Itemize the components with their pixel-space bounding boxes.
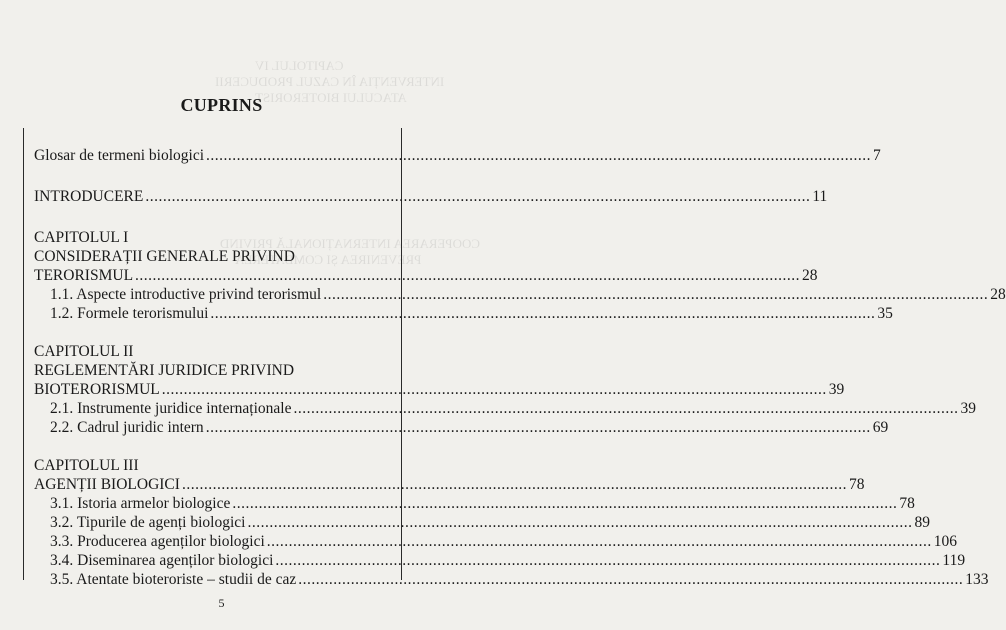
toc-page-number: 69 — [872, 419, 889, 436]
toc-entry-3-1[interactable] — [34, 494, 915, 513]
toc-entry-label: 3.2. Tipurile de agenți biologici — [50, 514, 246, 531]
toc-entry-label: BIOTERORISMUL — [34, 381, 160, 398]
toc-entry-label: 3.4. Diseminarea agenților biologici — [50, 552, 274, 569]
toc-page-number: 133 — [965, 571, 989, 588]
toc-page-number: 78 — [848, 476, 865, 493]
dot-leader — [145, 187, 810, 206]
chapter-heading: CAPITOLUL II — [34, 343, 134, 360]
chapter-heading: CAPITOLUL III — [34, 457, 139, 474]
toc-page-number: 89 — [914, 514, 930, 531]
dot-leader — [247, 513, 912, 532]
chapter-heading: CAPITOLUL I — [34, 229, 129, 246]
toc-entry-3-5[interactable] — [34, 570, 989, 589]
toc-page-number: 7 — [873, 147, 881, 164]
page-title: CUPRINS — [180, 95, 263, 115]
toc-entry-label: 1.1. Aspecte introductive privind terorismul — [50, 286, 322, 303]
toc-entry-3-4[interactable] — [34, 551, 966, 570]
chapter-title: CONSIDERAȚII GENERALE PRIVIND — [34, 248, 295, 265]
toc-entry-chapter-1[interactable] — [34, 266, 818, 285]
toc-page-number: 11 — [812, 188, 828, 205]
toc-entry-label: 3.5. Atentate bioteroriste – studii de caz — [50, 571, 297, 588]
toc-entry-2-2[interactable] — [34, 418, 889, 437]
toc-page-number: 78 — [899, 495, 915, 512]
toc-entry-label: 3.1. Istoria armelor biologice — [50, 495, 231, 512]
dot-leader — [293, 399, 958, 418]
dot-leader — [206, 146, 871, 165]
dot-leader — [323, 285, 988, 304]
bleed-through-text: COOPERAREA INTERNAȚIONALĂ PRIVIND — [220, 236, 480, 251]
bleed-through-text: INTERVENȚIA ÎN CAZUL PRODUCERII — [215, 74, 445, 89]
bleed-through-text: CAPITOLUL IV — [255, 58, 344, 73]
toc-entry-label: AGENȚII BIOLOGICI — [34, 476, 180, 493]
dot-leader — [162, 380, 827, 399]
page-number: 5 — [218, 596, 225, 610]
toc-entry-label: INTRODUCERE — [34, 188, 144, 205]
toc-entry-3-2[interactable] — [34, 513, 930, 532]
toc-page-number: 35 — [877, 305, 893, 322]
bleed-through-text: PREVENIREA ȘI COMBATEREA — [235, 252, 422, 267]
toc-entry-1-1[interactable] — [34, 285, 1006, 304]
toc-entry-label: 3.3. Producerea agenților biologici — [50, 533, 265, 550]
toc-entry-label: Glosar de termeni biologici — [34, 147, 205, 164]
toc-entry-2-1[interactable] — [34, 399, 976, 418]
dot-leader — [267, 532, 932, 551]
dot-leader — [232, 494, 897, 513]
dot-leader — [135, 266, 800, 285]
toc-page-number: 119 — [942, 552, 966, 569]
chapter-title: REGLEMENTĂRI JURIDICE PRIVIND — [34, 362, 295, 379]
dot-leader — [182, 475, 847, 494]
dot-leader — [206, 418, 871, 437]
toc-page-number: 106 — [933, 533, 958, 550]
toc-entry-label: 1.2. Formele terorismului — [50, 305, 209, 322]
toc-entry-glosar[interactable] — [34, 146, 881, 165]
bleed-through-text: ATACULUI BIOTERORIST — [255, 90, 407, 105]
toc-page-number: 28 — [990, 286, 1006, 303]
toc-entry-label: 2.2. Cadrul juridic intern — [50, 419, 204, 436]
toc-entry-3-3[interactable] — [34, 532, 958, 551]
toc-entry-chapter-2[interactable] — [34, 380, 845, 399]
toc-entry-introducere[interactable] — [34, 187, 828, 206]
toc-entry-1-2[interactable] — [34, 304, 893, 323]
toc-page-number: 39 — [960, 400, 976, 417]
toc-entry-chapter-3[interactable] — [34, 475, 865, 494]
dot-leader — [210, 304, 875, 323]
dot-leader — [275, 551, 940, 570]
dot-leader — [298, 570, 963, 589]
toc-page-number: 28 — [802, 267, 818, 284]
toc-entry-label: TERORISMUL — [34, 267, 134, 284]
toc-entry-label: 2.1. Instrumente juridice internaționale — [50, 400, 292, 417]
table-of-contents — [34, 146, 1006, 589]
toc-page-number: 39 — [828, 381, 845, 398]
